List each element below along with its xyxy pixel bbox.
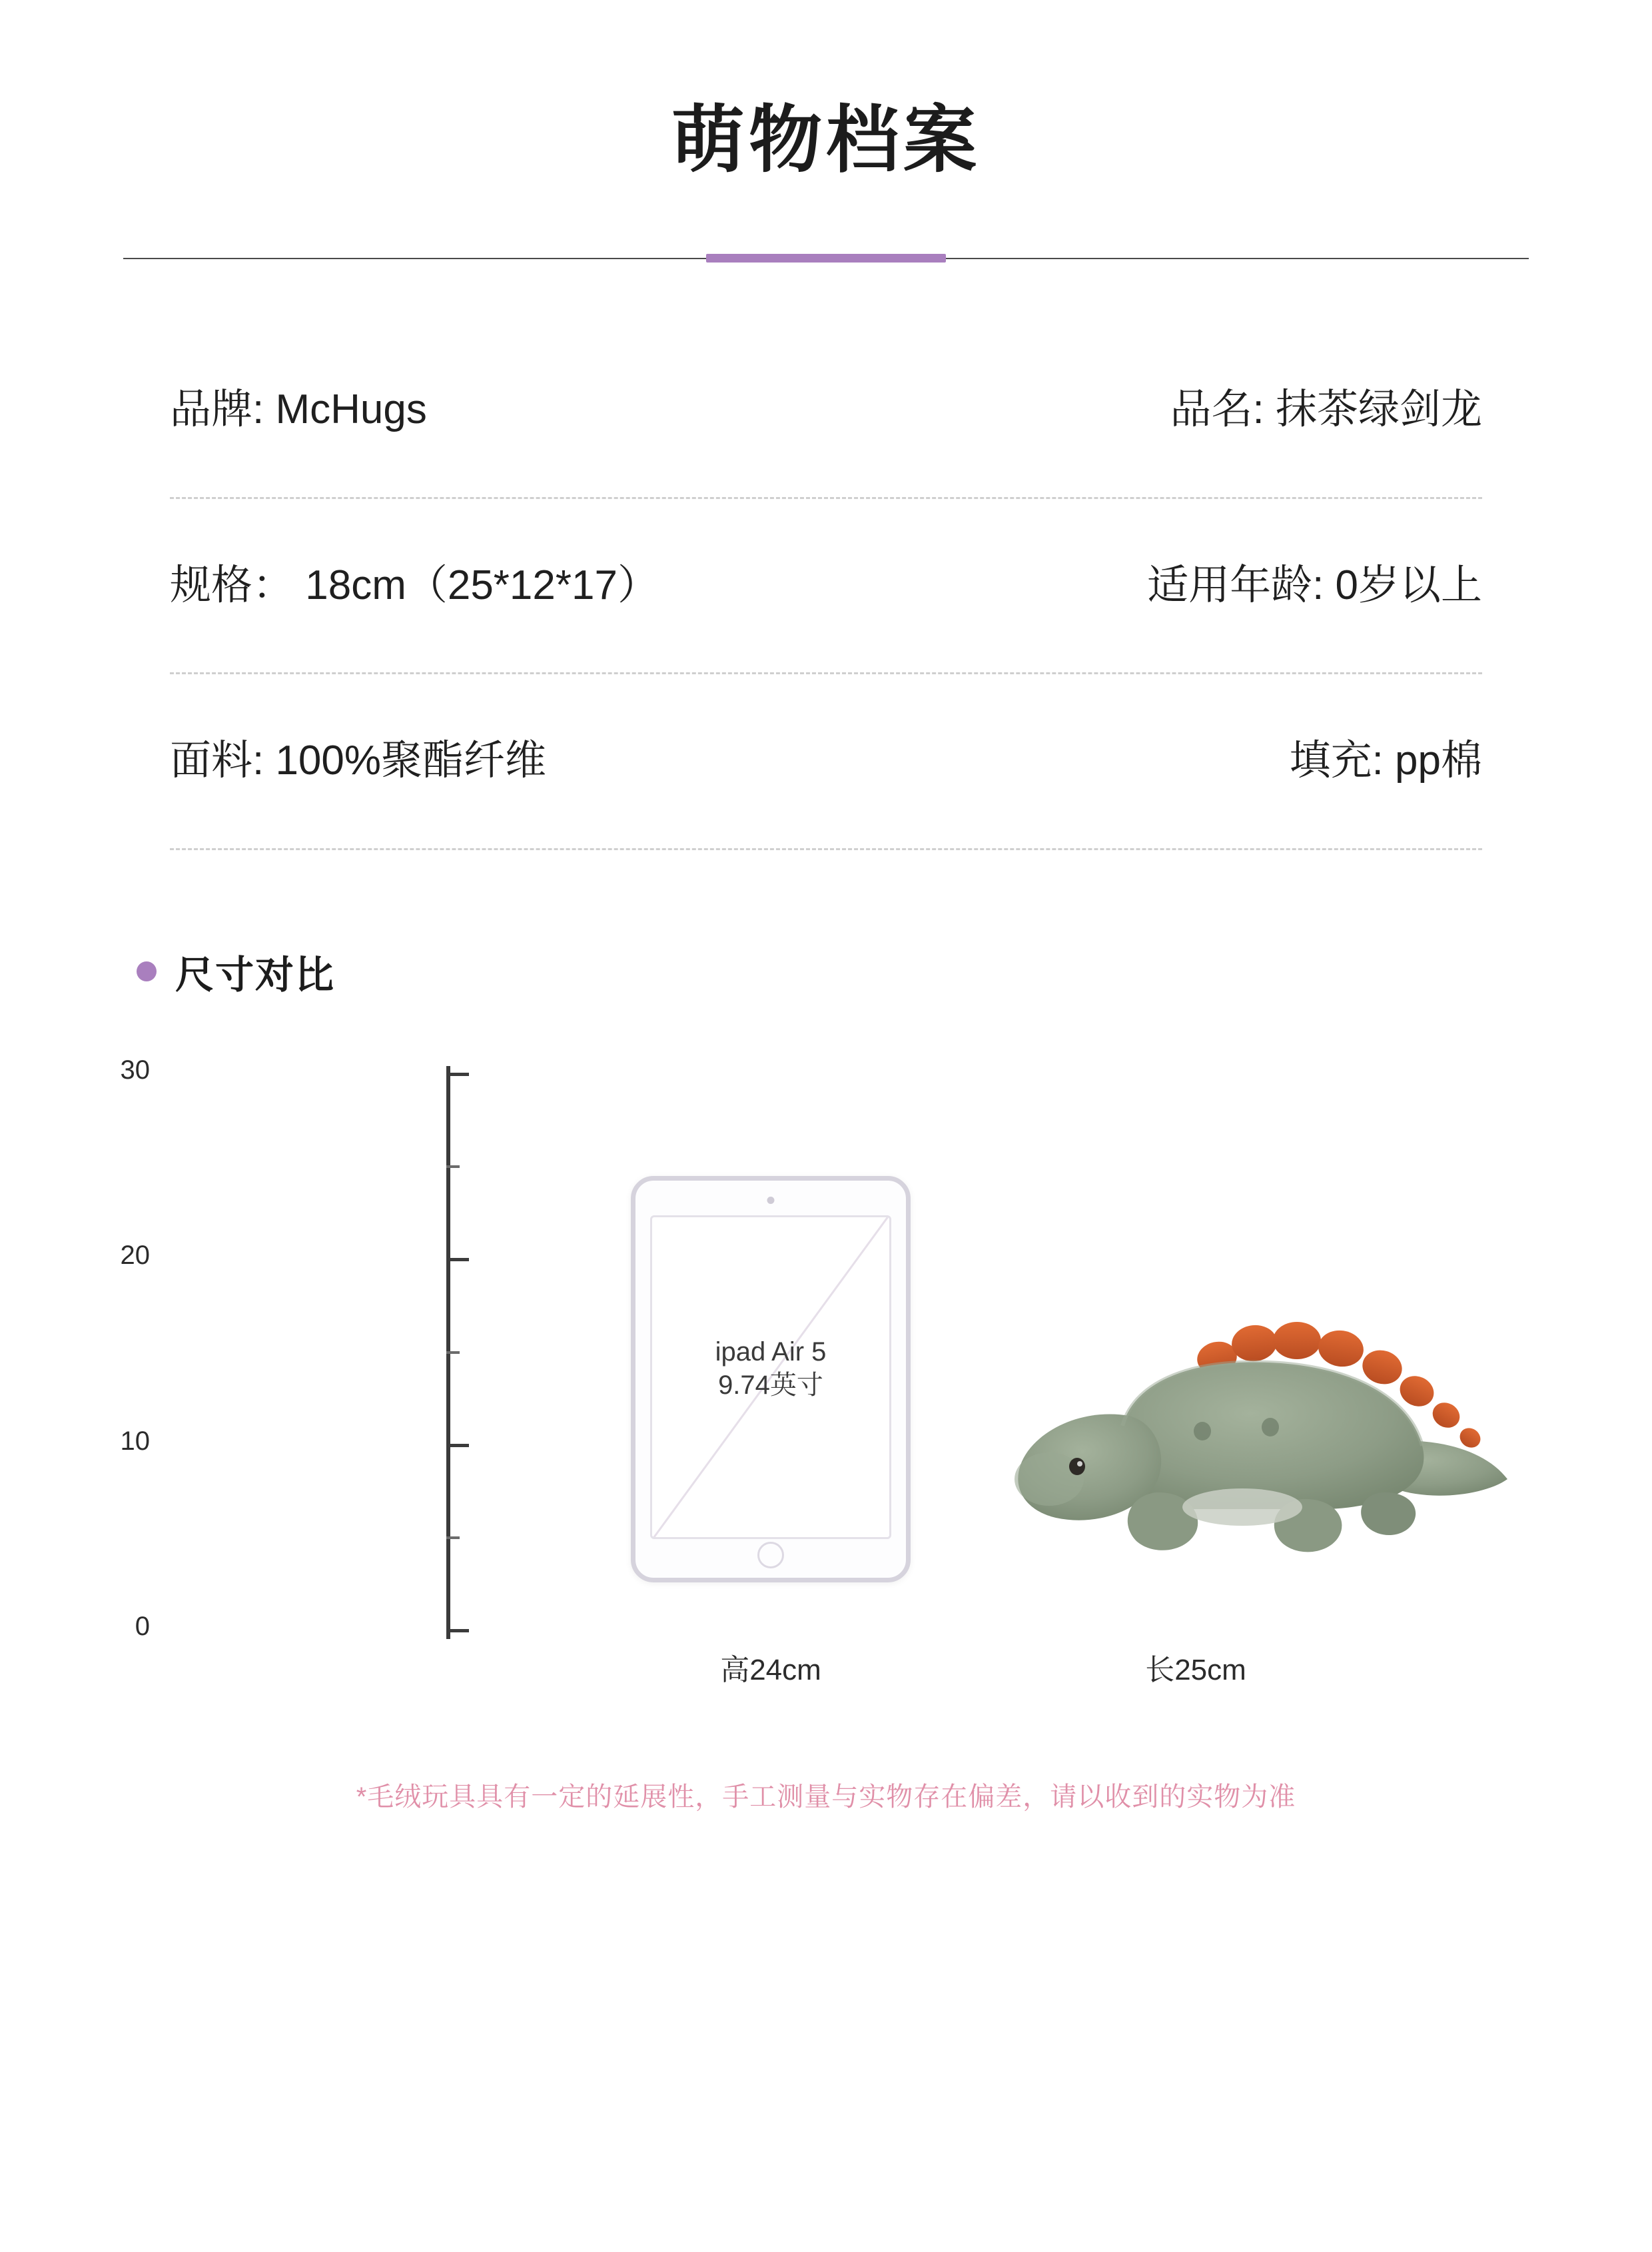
- spec-brand: 品牌: McHugs: [170, 386, 427, 432]
- divider-accent: [706, 254, 946, 263]
- ipad-label: [635, 1335, 906, 1402]
- spec-row: [157, 383, 1495, 437]
- section-title: 尺寸对比: [175, 953, 336, 997]
- chart-ytick-label: 0: [135, 1611, 150, 1641]
- chart-tick-20: [446, 1258, 469, 1261]
- page-title: 萌物档案: [671, 99, 981, 181]
- chart-tick-30: [446, 1073, 469, 1076]
- ipad-caption: 高24cm: [720, 1653, 821, 1686]
- spec-product-name: 品名: 抹茶绿剑龙: [1170, 386, 1482, 432]
- spec-row: [157, 734, 1495, 788]
- spec-filling: 填充: pp棉: [1289, 738, 1482, 784]
- chart-ytick-label: 10: [120, 1426, 150, 1456]
- title-divider: [123, 254, 1529, 263]
- dino-caption: 长25cm: [1145, 1653, 1246, 1686]
- chart-tick-10: [446, 1444, 469, 1447]
- chart-ytick-label: 20: [120, 1240, 150, 1270]
- spec-row: [157, 559, 1495, 613]
- dinosaur-svg-icon: [956, 1279, 1515, 1579]
- size-comparison-chart: [120, 1055, 1495, 1699]
- chart-tick-0: [446, 1629, 469, 1632]
- spec-divider: [170, 848, 1482, 850]
- ipad-camera-icon: [767, 1197, 775, 1204]
- plush-dinosaur-illustration: [956, 1279, 1515, 1579]
- spec-fabric: 面料: 100%聚酯纤维: [170, 738, 547, 784]
- chart-ytick-label: 30: [120, 1055, 150, 1085]
- chart-tick-15: [446, 1351, 460, 1354]
- spec-size: 规格： 18cm（25*12*17）: [170, 562, 659, 608]
- ipad-illustration: [631, 1176, 911, 1582]
- bullet-dot-icon: [137, 961, 157, 981]
- chart-tick-25: [446, 1165, 460, 1168]
- spec-age: 适用年龄: 0岁以上: [1147, 562, 1482, 608]
- ipad-model-label: ipad Air 5: [715, 1337, 827, 1367]
- footnote: *毛绒玩具具有一定的延展性，手工测量与实物存在偏差，请以收到的实物为准: [356, 1782, 1296, 1812]
- spec-divider: [170, 497, 1482, 499]
- ipad-home-button-icon: [757, 1542, 784, 1568]
- chart-tick-5: [446, 1536, 460, 1539]
- spec-divider: [170, 672, 1482, 674]
- size-compare-heading: [137, 943, 1652, 999]
- spec-table: [157, 383, 1495, 850]
- ipad-inch-label: 9.74英寸: [718, 1370, 823, 1400]
